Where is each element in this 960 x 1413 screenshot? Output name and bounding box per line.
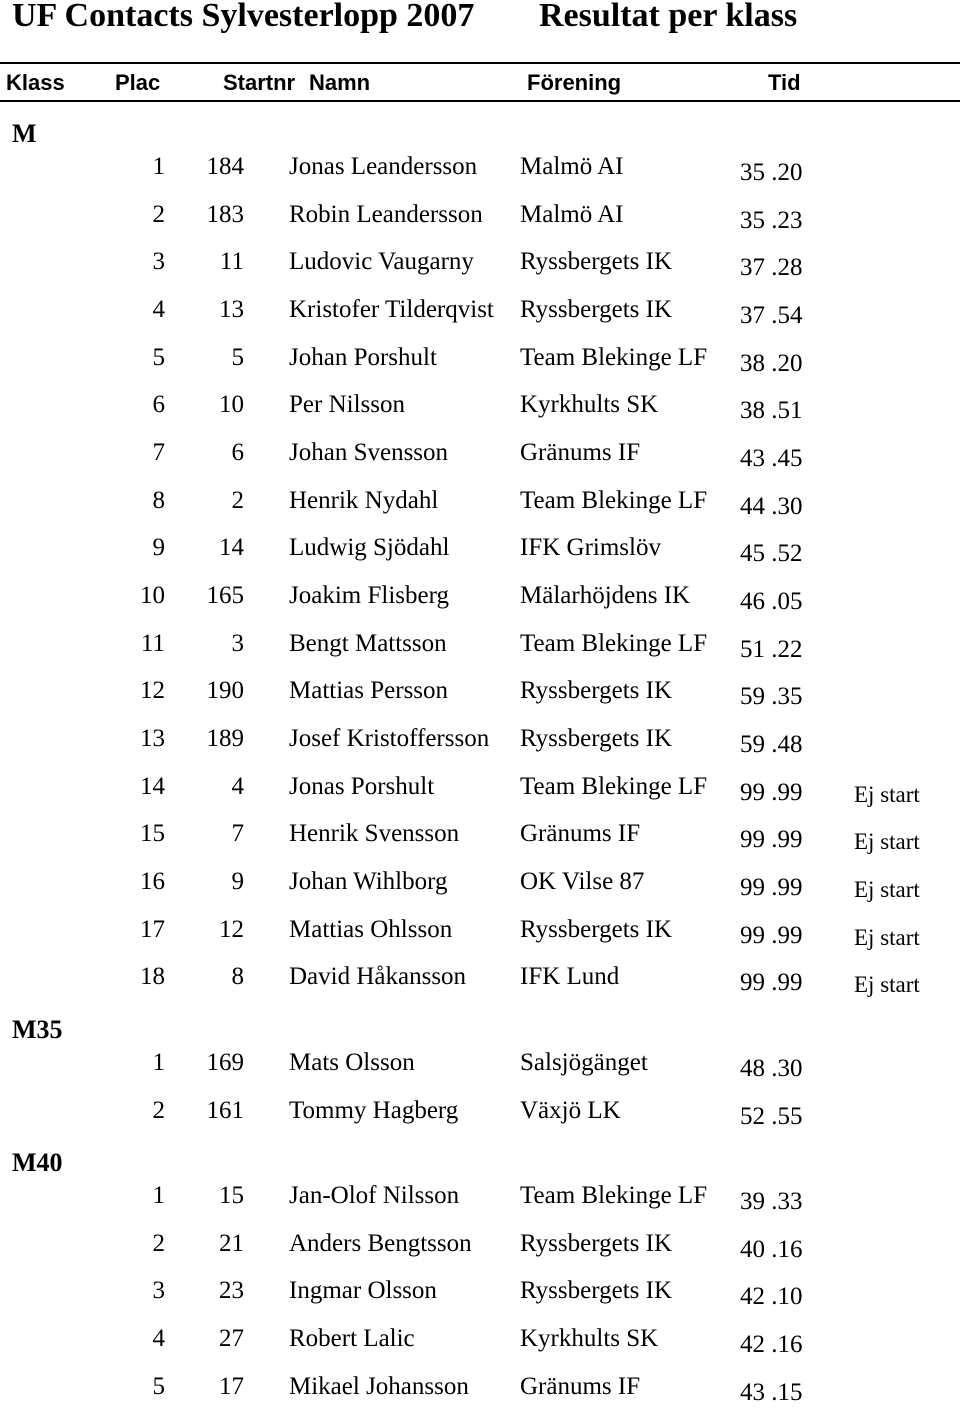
cell-forening: IFK Lund: [520, 963, 620, 990]
cell-namn: Per Nilsson: [289, 391, 405, 418]
cell-startnr: 10: [219, 391, 244, 418]
table-row: [0, 487, 960, 527]
cell-plac: 1: [152, 153, 165, 180]
cell-forening: Team Blekinge LF: [520, 1182, 708, 1209]
cell-plac: 11: [140, 630, 165, 657]
table-row: [0, 1230, 960, 1270]
cell-namn: Ludwig Sjödahl: [289, 534, 450, 561]
cell-startnr: 165: [206, 582, 244, 609]
cell-tid: 43 .15: [740, 1379, 803, 1406]
cell-forening: Mälarhöjdens IK: [520, 582, 691, 609]
cell-tid: 38 .20: [740, 350, 803, 377]
table-row: [0, 201, 960, 241]
cell-tid: 59 .48: [740, 731, 803, 758]
table-row: [0, 773, 960, 813]
cell-namn: Jonas Porshult: [289, 773, 435, 800]
cell-startnr: 169: [206, 1049, 244, 1076]
cell-tid: 37 .28: [740, 254, 803, 281]
cell-tid: 48 .30: [740, 1055, 803, 1082]
cell-plac: 2: [152, 1097, 165, 1124]
cell-startnr: 13: [219, 296, 244, 323]
cell-namn: Mikael Johansson: [289, 1373, 469, 1400]
cell-namn: David Håkansson: [289, 963, 467, 990]
cell-startnr: 17: [219, 1373, 244, 1400]
cell-forening: Gränums IF: [520, 1373, 641, 1400]
class-heading: M: [12, 119, 37, 148]
cell-startnr: 190: [206, 677, 244, 704]
table-row: [0, 248, 960, 288]
cell-tid: 37 .54: [740, 302, 803, 329]
column-header-tid: Tid: [768, 70, 801, 95]
cell-namn: Johan Wihlborg: [289, 868, 448, 895]
table-row: [0, 725, 960, 765]
cell-forening: Salsjögänget: [520, 1049, 648, 1076]
cell-forening: Ryssbergets IK: [520, 1277, 673, 1304]
cell-startnr: 2: [231, 487, 244, 514]
cell-forening: Gränums IF: [520, 439, 641, 466]
cell-note: Ej start: [854, 782, 920, 807]
cell-startnr: 3: [231, 630, 244, 657]
cell-forening: Malmö AI: [520, 153, 624, 180]
table-row: [0, 1182, 960, 1222]
cell-namn: Johan Svensson: [289, 439, 449, 466]
cell-startnr: 184: [206, 153, 244, 180]
cell-startnr: 9: [231, 868, 244, 895]
column-header-startnr: Startnr: [223, 70, 296, 95]
cell-note: Ej start: [854, 877, 920, 902]
cell-namn: Henrik Svensson: [289, 820, 460, 847]
cell-forening: Ryssbergets IK: [520, 248, 673, 275]
cell-namn: Kristofer Tilderqvist: [289, 296, 494, 323]
cell-plac: 8: [152, 487, 165, 514]
cell-note: Ej start: [854, 972, 920, 997]
cell-plac: 6: [152, 391, 165, 418]
page-title: [12, 0, 798, 36]
cell-namn: Anders Bengtsson: [289, 1230, 472, 1257]
cell-plac: 4: [152, 1325, 165, 1352]
cell-plac: 1: [152, 1049, 165, 1076]
cell-startnr: 6: [231, 439, 244, 466]
cell-namn: Jan-Olof Nilsson: [289, 1182, 460, 1209]
class-heading: M35: [12, 1015, 63, 1044]
cell-plac: 2: [152, 201, 165, 228]
table-row: [0, 391, 960, 431]
cell-forening: Gränums IF: [520, 820, 641, 847]
cell-tid: 59 .35: [740, 683, 803, 710]
cell-forening: Team Blekinge LF: [520, 630, 708, 657]
cell-namn: Josef Kristoffersson: [289, 725, 490, 752]
cell-tid: 99 .99: [740, 922, 803, 949]
table-row: [0, 344, 960, 384]
table-row: [0, 534, 960, 574]
cell-forening: Ryssbergets IK: [520, 296, 673, 323]
page-title-subtitle: Resultat per klass: [539, 0, 798, 34]
table-row: [0, 1373, 960, 1413]
cell-namn: Robert Lalic: [289, 1325, 415, 1352]
cell-tid: 99 .99: [740, 874, 803, 901]
cell-tid: 42 .16: [740, 1331, 803, 1358]
cell-tid: 99 .99: [740, 969, 803, 996]
cell-forening: Kyrkhults SK: [520, 1325, 659, 1352]
cell-tid: 43 .45: [740, 445, 803, 472]
cell-namn: Joakim Flisberg: [289, 582, 449, 609]
cell-namn: Mattias Ohlsson: [289, 916, 453, 943]
cell-startnr: 161: [206, 1097, 244, 1124]
cell-forening: Ryssbergets IK: [520, 677, 673, 704]
cell-tid: 99 .99: [740, 779, 803, 806]
page-title-event: UF Contacts Sylvesterlopp 2007: [12, 0, 475, 34]
cell-tid: 42 .10: [740, 1283, 803, 1310]
cell-namn: Jonas Leandersson: [289, 153, 478, 180]
cell-startnr: 8: [231, 963, 244, 990]
cell-plac: 13: [140, 725, 165, 752]
cell-startnr: 12: [219, 916, 244, 943]
cell-namn: Mattias Persson: [289, 677, 449, 704]
cell-forening: Ryssbergets IK: [520, 725, 673, 752]
cell-forening: Team Blekinge LF: [520, 773, 708, 800]
cell-startnr: 4: [231, 773, 244, 800]
cell-plac: 3: [152, 248, 165, 275]
cell-tid: 35 .23: [740, 207, 803, 234]
table-row: [0, 868, 960, 908]
cell-plac: 12: [140, 677, 165, 704]
table-row: [0, 820, 960, 860]
cell-forening: IFK Grimslöv: [520, 534, 661, 561]
cell-plac: 14: [140, 773, 165, 800]
cell-startnr: 189: [206, 725, 244, 752]
class-heading: M40: [12, 1148, 63, 1177]
cell-plac: 5: [152, 344, 165, 371]
table-row: [0, 582, 960, 622]
cell-namn: Henrik Nydahl: [289, 487, 439, 514]
column-header-plac: Plac: [115, 70, 161, 95]
cell-namn: Ludovic Vaugarny: [289, 248, 474, 275]
cell-startnr: 183: [206, 201, 244, 228]
cell-startnr: 5: [231, 344, 244, 371]
cell-tid: 46 .05: [740, 588, 803, 615]
cell-plac: 3: [152, 1277, 165, 1304]
cell-startnr: 21: [219, 1230, 244, 1257]
cell-namn: Johan Porshult: [289, 344, 437, 371]
cell-tid: 35 .20: [740, 159, 803, 186]
table-row: [0, 1049, 960, 1089]
cell-note: Ej start: [854, 829, 920, 854]
column-header-row: [0, 62, 960, 102]
cell-forening: Växjö LK: [520, 1097, 621, 1124]
table-row: [0, 153, 960, 193]
cell-forening: OK Vilse 87: [520, 868, 645, 895]
cell-tid: 40 .16: [740, 1236, 803, 1263]
cell-startnr: 11: [219, 248, 244, 275]
cell-tid: 39 .33: [740, 1188, 803, 1215]
cell-plac: 9: [152, 534, 165, 561]
cell-tid: 38 .51: [740, 397, 803, 424]
cell-tid: 44 .30: [740, 493, 803, 520]
column-header-klass: Klass: [6, 70, 65, 95]
cell-startnr: 23: [219, 1277, 244, 1304]
cell-namn: Ingmar Olsson: [289, 1277, 437, 1304]
cell-namn: Robin Leandersson: [289, 201, 483, 228]
cell-plac: 1: [152, 1182, 165, 1209]
table-row: [0, 296, 960, 336]
cell-namn: Bengt Mattsson: [289, 630, 447, 657]
cell-namn: Tommy Hagberg: [289, 1097, 459, 1124]
cell-plac: 18: [140, 963, 165, 990]
cell-plac: 15: [140, 820, 165, 847]
cell-plac: 7: [152, 439, 165, 466]
cell-plac: 2: [152, 1230, 165, 1257]
cell-startnr: 7: [231, 820, 244, 847]
cell-startnr: 27: [219, 1325, 244, 1352]
cell-note: Ej start: [854, 925, 920, 950]
table-row: [0, 677, 960, 717]
cell-forening: Team Blekinge LF: [520, 487, 708, 514]
table-row: [0, 1325, 960, 1365]
cell-tid: 52 .55: [740, 1103, 803, 1130]
cell-forening: Malmö AI: [520, 201, 624, 228]
cell-plac: 16: [140, 868, 165, 895]
column-header-forening: Förening: [527, 70, 622, 95]
cell-tid: 51 .22: [740, 636, 803, 663]
cell-plac: 4: [152, 296, 165, 323]
cell-startnr: 15: [219, 1182, 244, 1209]
table-row: [0, 630, 960, 670]
cell-forening: Ryssbergets IK: [520, 1230, 673, 1257]
table-row: [0, 916, 960, 956]
cell-plac: 10: [140, 582, 165, 609]
cell-plac: 5: [152, 1373, 165, 1400]
column-header-namn: Namn: [309, 70, 371, 95]
table-row: [0, 963, 960, 1003]
cell-namn: Mats Olsson: [289, 1049, 415, 1076]
table-row: [0, 1097, 960, 1137]
cell-plac: 17: [140, 916, 165, 943]
cell-forening: Kyrkhults SK: [520, 391, 659, 418]
cell-forening: Team Blekinge LF: [520, 344, 708, 371]
table-row: [0, 1277, 960, 1317]
cell-tid: 45 .52: [740, 540, 803, 567]
cell-tid: 99 .99: [740, 826, 803, 853]
cell-startnr: 14: [219, 534, 244, 561]
table-row: [0, 439, 960, 479]
cell-forening: Ryssbergets IK: [520, 916, 673, 943]
